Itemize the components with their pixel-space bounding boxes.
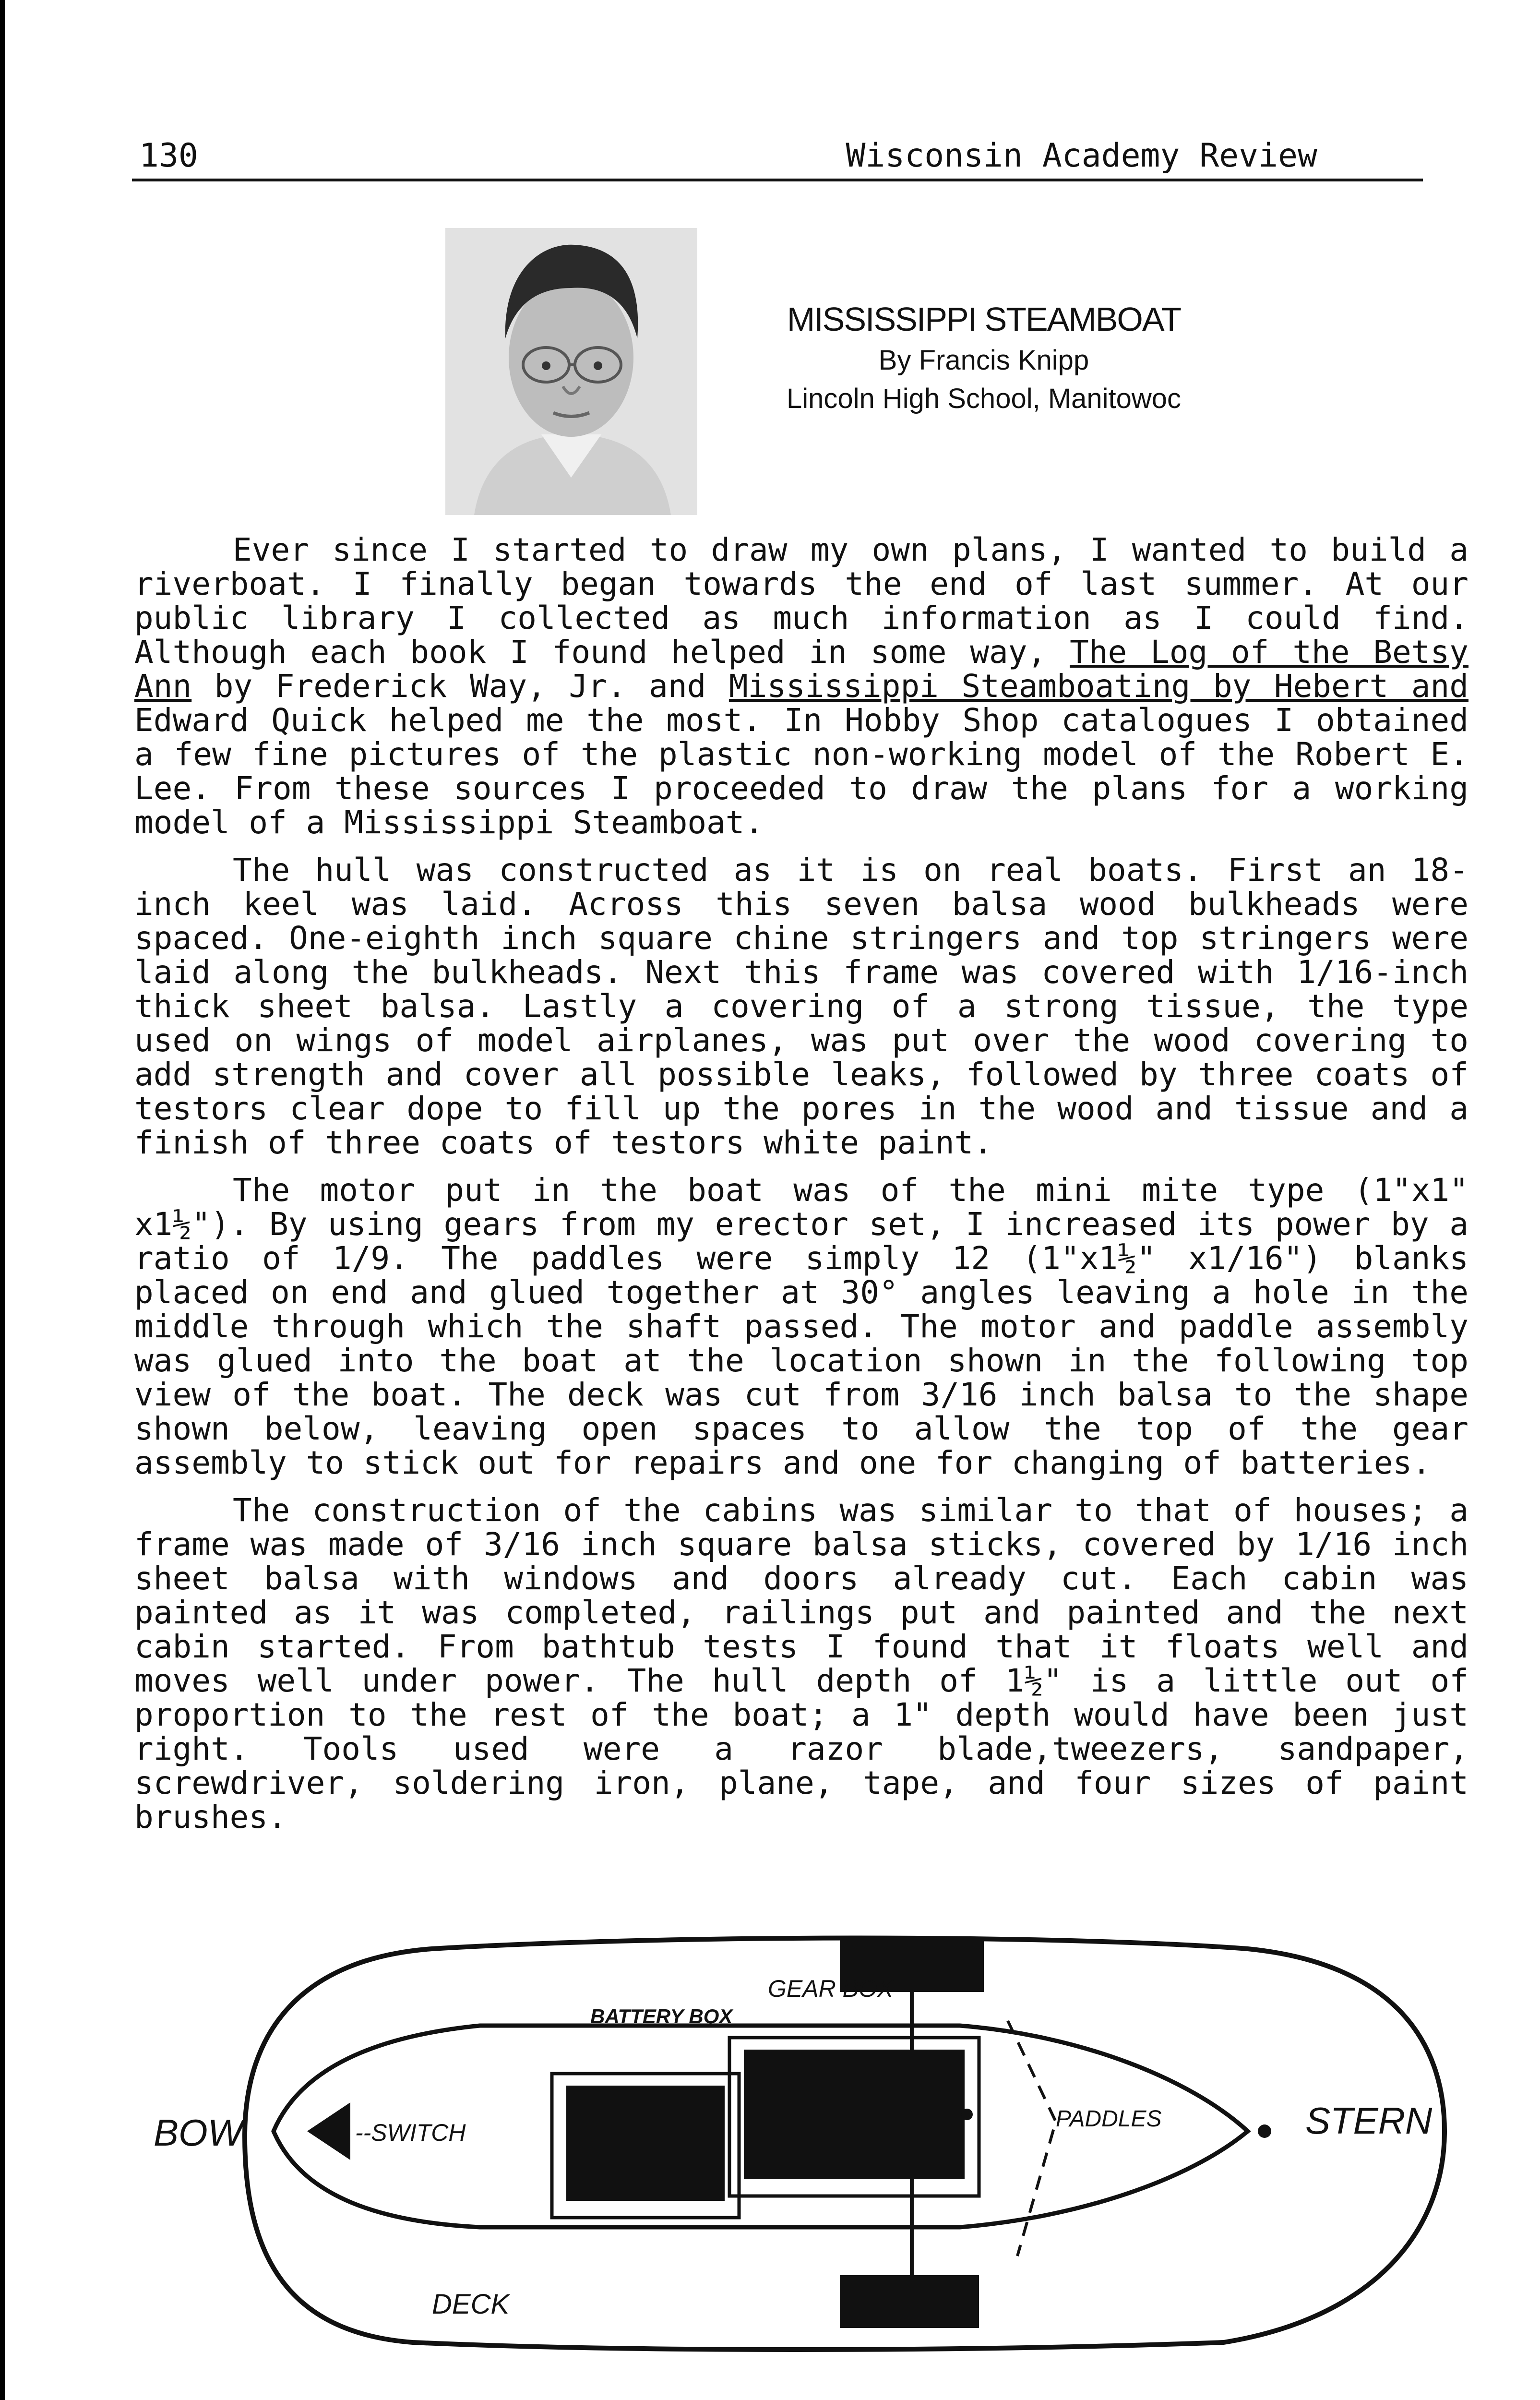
deck-label: DECK <box>432 2289 510 2320</box>
article-title: MISSISSIPPI STEAMBOAT <box>787 300 1181 338</box>
paragraph-1-text-a: Ever since I started to draw my own plans, I wanted to build a riverboat. I finally began towards the end of last summer. At our public library I collected as much information as I could find. Although each book I found helped in some way, <box>134 531 1468 671</box>
page-number: 130 <box>139 137 198 175</box>
book-title-mississippi-steamboating: Mississippi Steamboating by Hebert and <box>728 668 1468 705</box>
boat-top-view-diagram <box>144 1920 1488 2362</box>
stern-post <box>1258 2124 1271 2138</box>
paragraph-1-text-c: Edward Quick helped me the most. In Hobby Shop catalogues I obtained a few fine pictures of the plastic non-working model of the Robert E. Lee. From these sources I proceeded to draw the plans for a working model of a Mississippi Steamboat. <box>134 702 1468 841</box>
battery-box <box>566 2086 725 2201</box>
running-title: Wisconsin Academy Review <box>846 137 1317 175</box>
paragraph-1-text-b: by Frederick Way, Jr. and <box>191 668 729 705</box>
author-portrait-photo <box>445 228 697 515</box>
gear-box-bottom-opening <box>840 2275 979 2328</box>
article-author: By Francis Knipp <box>878 345 1089 376</box>
switch-marker <box>307 2102 350 2160</box>
switch-label: --SWITCH <box>355 2119 466 2146</box>
header-rule <box>132 179 1423 181</box>
paragraph-1 <box>134 533 1468 840</box>
gear-box-label: GEAR BOX <box>768 1975 894 2002</box>
shaft-end <box>961 2109 973 2120</box>
paragraph-3: The motor put in the boat was of the mini mite type (1"x1" x1½"). By using gears from my erector set, I increased its power by a ratio of 1/9. The paddles were simply 12 (1"x1½" x1/16") blanks placed on end and glued together at 30° angles leaving a hole in the middle through which the shaft passed. The motor and paddle assembly was glued into the boat at the location shown in the following top view of the boat. The deck was cut from 3/16 inch balsa to the shape shown below, leaving open spaces to allow the top of the gear assembly to stick out for repairs and one for changing of batteries. <box>134 1172 1468 1481</box>
book-title-betsy-ann: The Log of the Betsy Ann <box>134 634 1468 705</box>
paddles-label: PADDLES <box>1056 2106 1162 2132</box>
stern-label: STERN <box>1305 2100 1433 2142</box>
gear-box <box>744 2050 965 2179</box>
battery-box-label: BATTERY BOX <box>590 2005 733 2028</box>
paragraph-4: The construction of the cabins was similar to that of houses; a frame was made of 3/16 inch square balsa sticks, covered by 1/16 inch sheet balsa with windows and doors already cut. Each cabin was painted as it was completed, railings put and painted and the next cabin started. From bathtub tests I found that it floats well and moves well under power. The hull depth of 1½" is a little out of proportion to the rest of the boat; a 1" depth would have been just right. Tools used were a razor blade,tweezers, sandpaper, screwdriver, soldering iron, plane, tape, and four sizes of paint brushes. <box>134 1492 1468 1836</box>
scan-edge-left <box>0 0 5 2400</box>
author-school: Lincoln High School, Manitowoc <box>786 383 1182 414</box>
article-body <box>134 533 1468 1848</box>
page-header <box>139 137 1428 180</box>
paragraph-2: The hull was constructed as it is on real boats. First an 18-inch keel was laid. Across this seven balsa wood bulkheads were spaced. One-eighth inch square chine stringers and top stringers were laid along the bulkheads. Next this frame was covered with 1/16-inch thick sheet balsa. Lastly a covering of a strong tissue, the type used on wings of model airplanes, was put over the wood covering to add strength and cover all possible leaks, followed by three coats of testors clear dope to fill up the pores in the wood and tissue and a finish of three coats of testors white paint. <box>134 852 1468 1161</box>
bow-label: BOW <box>154 2112 243 2154</box>
article-byline <box>739 300 1229 418</box>
